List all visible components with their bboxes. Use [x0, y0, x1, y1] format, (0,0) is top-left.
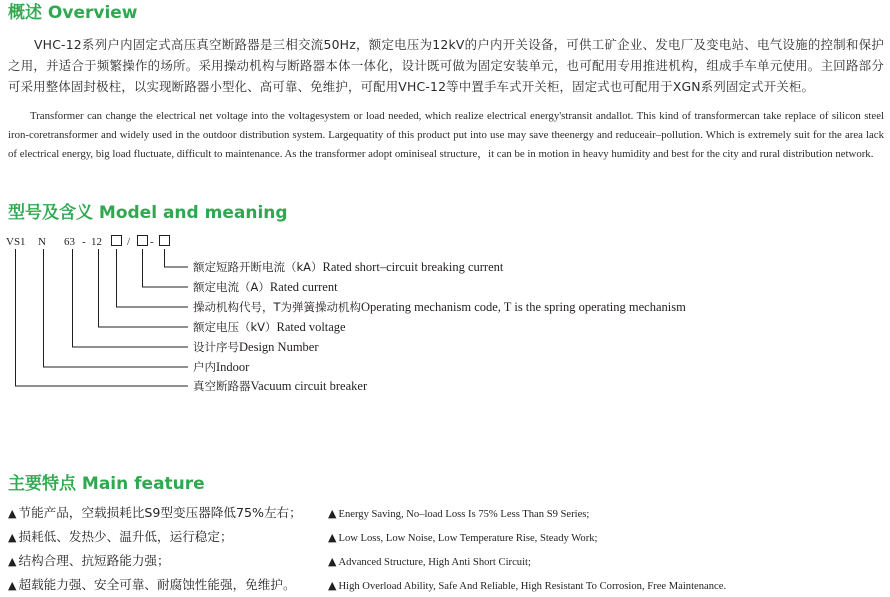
model-heading: 型号及含义 Model and meaning [8, 203, 288, 223]
label-mechanism-code: 操动机构代号，T为弹簧操动机构Operating mechanism code, T is the spring operating mechanism [193, 300, 686, 314]
code-box-breaking-current [160, 236, 170, 246]
triangle-bullet-icon: ▲ [8, 507, 17, 520]
overview-chinese-paragraph: VHC-12系列户内固定式高压真空断路器是三相交流50Hz，额定电压为12kV的户内开关设备，可供工矿企业、发电厂及变电站、电气设施的控制和保护之用，并适合于频繁操作的场所。采用操动机构与断路器本体一体化，设计既可做为固定安装单元，也可配用专用推进机构，组成手车单元使用。主回路部分可采用整体固封极柱，以实现断路器小型化、高可靠、免维护，可配用VHC-12等中置手车式开关柜，固定式也可配用于XGN系列固定式开关柜。 [8, 37, 884, 94]
label-vacuum-breaker: 真空断路器Vacuum circuit breaker [193, 379, 368, 393]
feature-cn-1: ▲ 节能产品，空载损耗比S9型变压器降低75%左右； [8, 505, 302, 520]
leader-line-1 [165, 249, 189, 267]
triangle-bullet-icon: ▲ [328, 531, 337, 544]
leader-line-3 [117, 249, 189, 307]
code-box-rated-current [138, 236, 148, 246]
triangle-bullet-icon: ▲ [328, 555, 337, 568]
feature-cn-3: ▲ 结构合理、抗短路能力强； [8, 553, 170, 568]
code-vs1: VS1 [6, 236, 26, 248]
feature-cn-4: ▲ 超载能力强、安全可靠、耐腐蚀性能强，免维护。 [8, 577, 296, 592]
feature-cn-2: ▲ 损耗低、发热少、温升低，运行稳定； [8, 529, 233, 544]
leader-line-2 [143, 249, 189, 287]
label-rated-voltage: 额定电压（kV）Rated voltage [193, 320, 346, 334]
code-12: 12 [91, 236, 102, 248]
code-n: N [38, 236, 46, 248]
code-box-mechanism [112, 236, 122, 246]
triangle-bullet-icon: ▲ [8, 579, 17, 592]
label-indoor: 户内Indoor [193, 360, 250, 374]
code-63: 63 [64, 236, 75, 248]
leader-line-4 [99, 249, 189, 327]
code-dash-2: - [150, 236, 154, 248]
triangle-bullet-icon: ▲ [8, 531, 17, 544]
model-code-diagram [0, 226, 760, 396]
triangle-bullet-icon: ▲ [328, 579, 337, 592]
leader-line-5 [73, 249, 189, 347]
feature-en-2: ▲ Low Loss, Low Noise, Low Temperature Rise, Steady Work; [328, 531, 598, 544]
code-dash-1: - [82, 236, 86, 248]
overview-heading: 概述 Overview [8, 3, 138, 23]
label-design-number: 设计序号Design Number [193, 340, 319, 354]
code-slash: / [127, 236, 131, 248]
features-heading: 主要特点 Main feature [8, 474, 205, 494]
feature-en-1: ▲ Energy Saving, No–load Loss Is 75% Less Than S9 Series; [328, 507, 590, 520]
feature-en-3: ▲ Advanced Structure, High Anti Short Circuit; [328, 555, 531, 568]
label-rated-current: 额定电流（A）Rated current [193, 280, 338, 294]
feature-en-4: ▲ High Overload Ability, Safe And Reliable, High Resistant To Corrosion, Free Maintenance. [328, 579, 727, 592]
overview-english-paragraph: Transformer can change the electrical net voltage into the voltagesystem or load needed, which realize electrical energy'stransit andallot. This kind of transformercan take replace of silicon steel iron-coretransformer and widely used in the outdoor distribution system. Largequatity of this product put into use may save theenergy and reduceair–pollution. Which is extremely suit for the area lack of electrical energy, big load fluctuate, difficult to maintenance. As the transformer adopt ominiseal structure，it can be in motion in heavy humidity and best for the city and rural distribution network. [8, 110, 884, 160]
triangle-bullet-icon: ▲ [328, 507, 337, 520]
leader-line-7 [16, 249, 189, 386]
label-breaking-current: 额定短路开断电流（kA）Rated short–circuit breaking current [193, 260, 504, 274]
triangle-bullet-icon: ▲ [8, 555, 17, 568]
